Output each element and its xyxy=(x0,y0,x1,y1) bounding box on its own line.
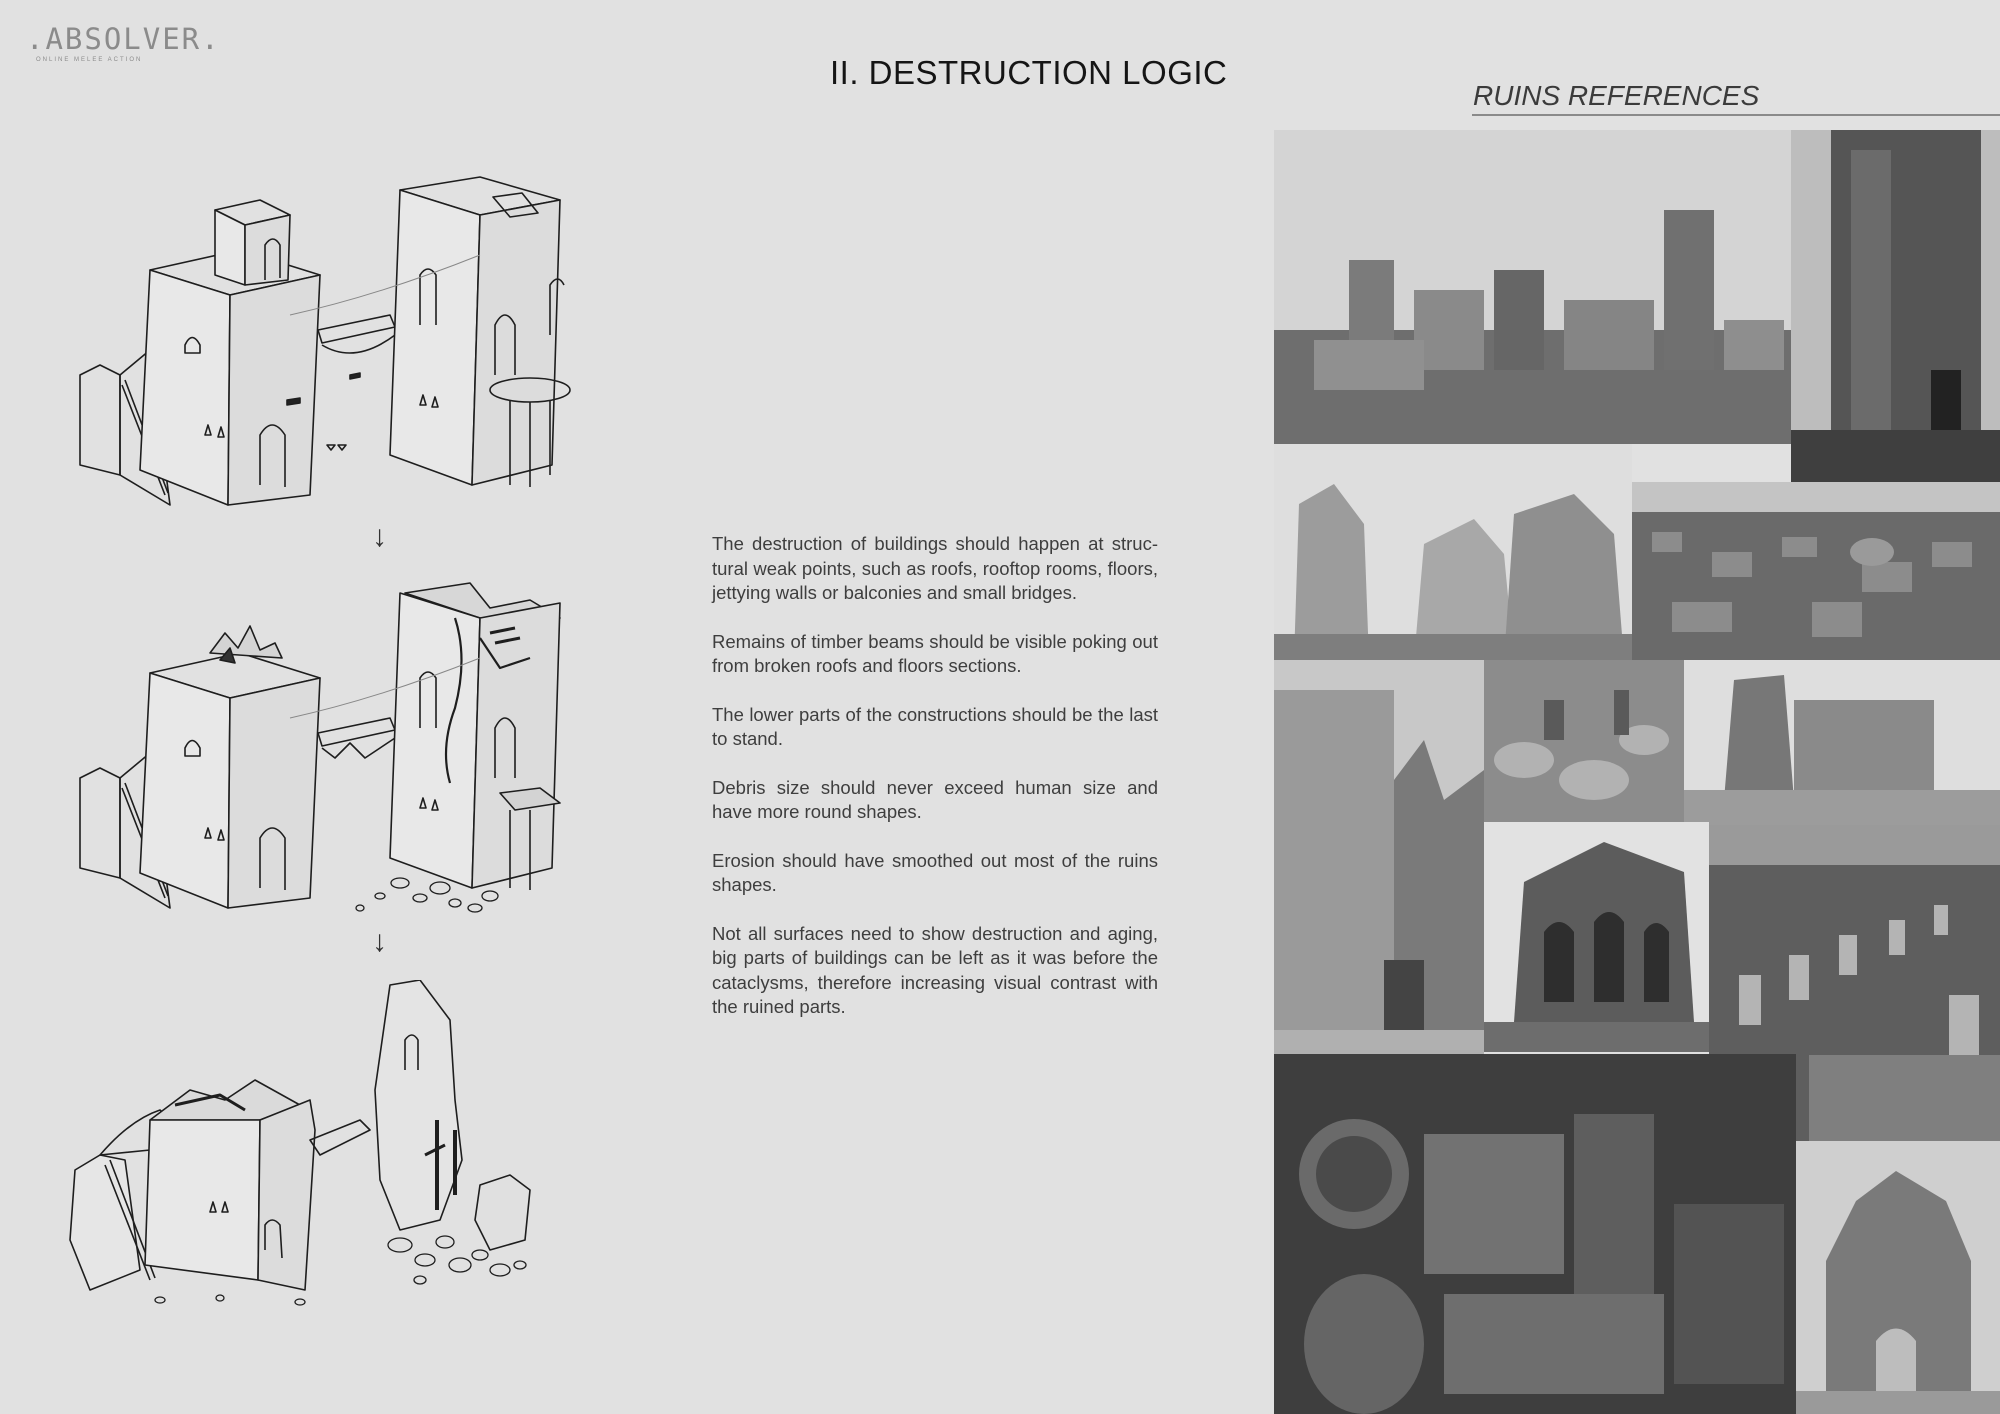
ruins-photo-ornate-arch xyxy=(1484,822,1709,1052)
logo-wordmark: .ABSOLVER. xyxy=(26,22,221,56)
sketch-ruined-buildings xyxy=(60,980,660,1320)
guideline-erosion: Erosion should have smoothed out most of the ruins shapes. xyxy=(712,849,1158,895)
references-title: RUINS REFERENCES xyxy=(1473,80,1760,111)
ruins-photo-aerial-city xyxy=(1632,482,2000,660)
guideline-weak-points: The destruction of buildings should happen at struc-tural weak points, such as roofs, rooftop rooms, floors, jettying walls or balconies and small bridges. xyxy=(712,533,1158,603)
stage-arrow-1: ↓ xyxy=(372,520,387,553)
references-title-underline xyxy=(1472,114,2000,116)
ruins-photo-tower-wall xyxy=(1791,130,2000,482)
guideline-intact-surfaces: Not all surfaces need to show destruction and aging, big parts of buildings can be left as it was before the cataclysms, therefore increasing visual contrast with the ruined parts. xyxy=(712,922,1158,1017)
sketch-intact-buildings xyxy=(60,175,660,515)
ruins-photo-castle-aerial xyxy=(1274,1054,1796,1414)
guideline-lower-parts: The lower parts of the constructions should be the last to stand. xyxy=(712,703,1158,749)
destruction-guidelines xyxy=(712,532,1158,1044)
ruins-photo-crenellated-fort xyxy=(1684,660,2000,825)
ruins-photo-domed-church xyxy=(1796,1141,2000,1414)
ruins-photo-eroded-walls xyxy=(1274,444,1632,660)
logo-tagline: ONLINE MELEE ACTION xyxy=(36,57,143,63)
ruins-photo-cathedral-facade xyxy=(1274,660,1484,1054)
stage-arrow-2: ↓ xyxy=(372,925,387,958)
sketch-damaged-buildings xyxy=(60,578,660,918)
ruins-photo-rubble-field xyxy=(1484,660,1684,822)
ruins-photo-mudbrick-village xyxy=(1274,130,1791,444)
absolver-logo xyxy=(26,22,221,63)
guideline-debris-size: Debris size should never exceed human size and have more round shapes. xyxy=(712,776,1158,822)
guideline-timber-beams: Remains of timber beams should be visible poking out from broken roofs and floors sections. xyxy=(712,630,1158,676)
page-title: II. DESTRUCTION LOGIC xyxy=(830,54,1228,91)
